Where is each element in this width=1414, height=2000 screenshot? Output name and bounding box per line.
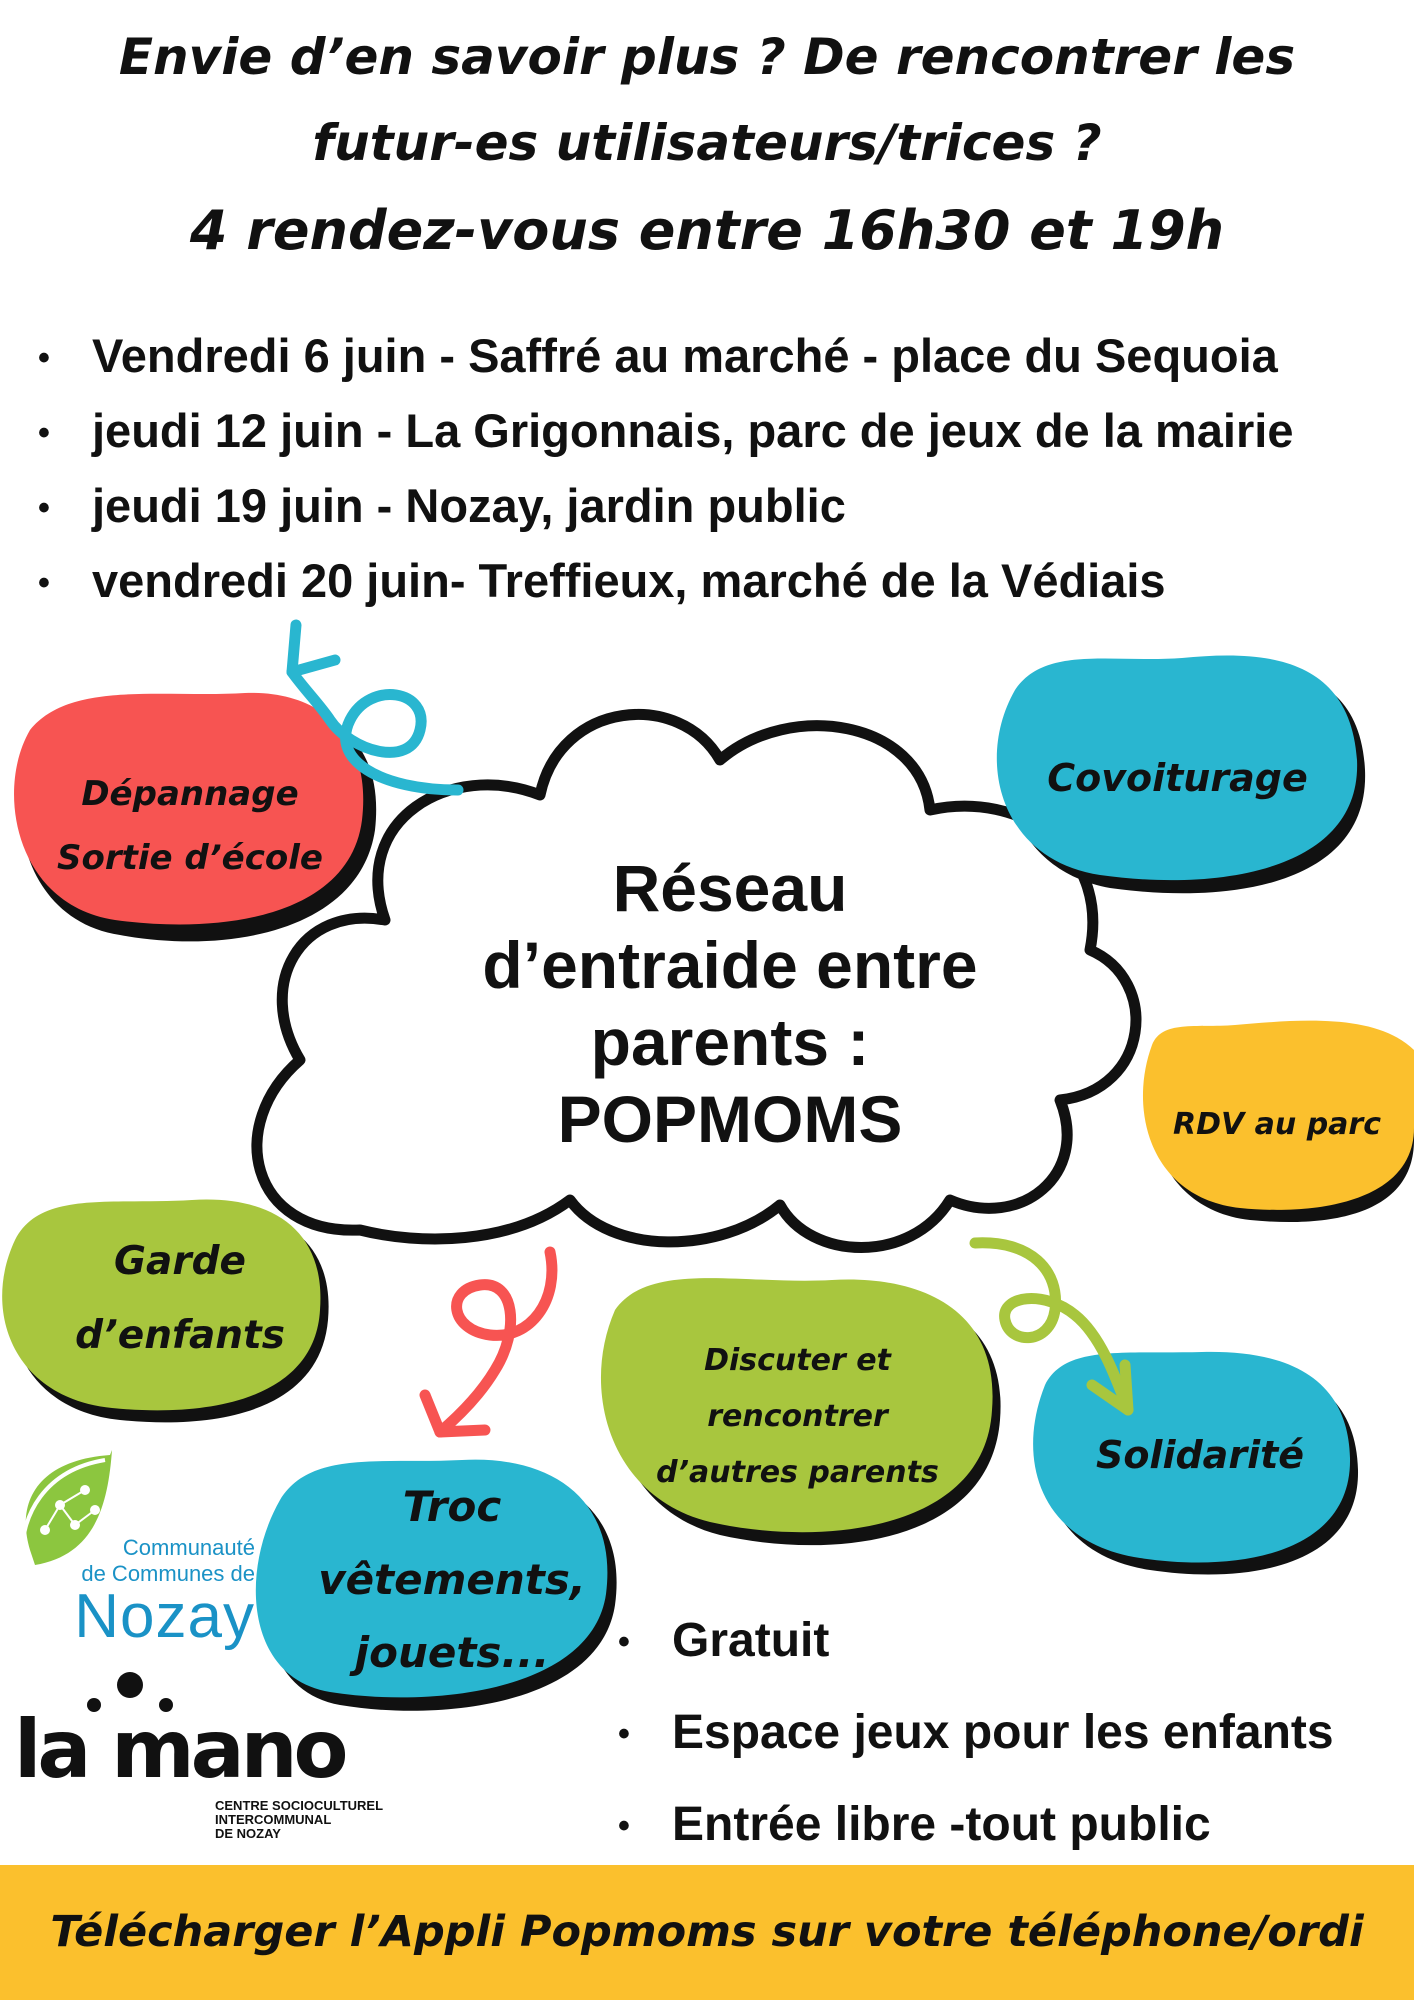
feature-item (618, 1595, 1334, 1687)
label-garde-line-2: d’enfants (75, 1313, 285, 1358)
label-discuter (605, 1333, 990, 1501)
header-line-2: futur-es utilisateurs/trices ? (312, 114, 1102, 172)
feature-item-text: Gratuit (672, 1614, 830, 1667)
footer-text: Télécharger l’Appli Popmoms sur votre téléphone/ordi (50, 1907, 1364, 1957)
schedule-item-text: jeudi 19 juin - Nozay, jardin public (92, 479, 846, 532)
lamano-subtitle-line-1: CENTRE SOCIOCULTUREL (215, 1798, 384, 1813)
curly-arrow-icon (425, 1252, 552, 1432)
footer-banner (0, 1865, 1414, 2000)
cloud-line-2: d’entraide entre (482, 928, 978, 1002)
label-troc (282, 1470, 622, 1689)
header-line-3: 4 rendez-vous entre 16h30 et 19h (189, 199, 1225, 262)
label-solidarite (1055, 1425, 1345, 1485)
bullet-icon: • (38, 339, 50, 377)
label-garde-line-1: Garde (114, 1239, 246, 1284)
label-rdv-line-1: RDV au parc (1172, 1107, 1381, 1142)
ccn-logo-line-2: de Communes de (81, 1561, 255, 1586)
schedule-item-text: Vendredi 6 juin - Saffré au marché - place du Sequoia (92, 329, 1278, 382)
label-discuter-line-1: Discuter et (704, 1343, 891, 1378)
cloud-title (400, 850, 1060, 1158)
label-solidarite-line-1: Solidarité (1095, 1433, 1305, 1477)
bullet-icon: • (618, 1715, 630, 1753)
label-troc-line-3: jouets... (354, 1628, 550, 1677)
bullet-icon: • (618, 1623, 630, 1661)
label-troc-line-2: vêtements, (318, 1555, 586, 1604)
label-depannage-line-1: Dépannage (81, 774, 299, 814)
header-line-1: Envie d’en savoir plus ? De rencontrer les (118, 28, 1296, 86)
schedule-item-text: jeudi 12 juin - La Grigonnais, parc de jeux de la mairie (92, 404, 1294, 457)
feature-item (618, 1687, 1334, 1779)
cloud-line-4: POPMOMS (557, 1082, 903, 1156)
lamano-logo: la mano (14, 1703, 345, 1796)
cloud-line-3: parents : (590, 1005, 870, 1079)
feature-item-text: Espace jeux pour les enfants (672, 1706, 1334, 1759)
feature-item (618, 1779, 1334, 1871)
ccn-logo-line-3: Nozay (74, 1582, 255, 1651)
label-depannage-line-2: Sortie d’école (57, 838, 323, 878)
label-garde (25, 1225, 335, 1373)
bullet-icon: • (38, 489, 50, 527)
bullet-icon: • (38, 414, 50, 452)
bullet-icon: • (618, 1807, 630, 1845)
ccn-logo-line-1: Communauté (122, 1535, 255, 1560)
bullet-icon: • (38, 564, 50, 602)
feature-item-text: Entrée libre -tout public (672, 1798, 1211, 1851)
label-troc-line-1: Troc (402, 1482, 502, 1531)
lamano-subtitle-line-2: INTERCOMMUNAL (215, 1812, 332, 1827)
cloud-line-1: Réseau (612, 851, 848, 925)
ccn-logo (55, 1535, 255, 1651)
label-covoiturage (1005, 748, 1350, 808)
label-discuter-line-2: rencontrer (707, 1399, 888, 1434)
label-depannage (20, 762, 360, 890)
schedule-item-text: vendredi 20 juin- Treffieux, marché de la Védiais (92, 554, 1166, 607)
label-discuter-line-3: d’autres parents (656, 1455, 939, 1490)
label-covoiturage-line-1: Covoiturage (1047, 756, 1308, 800)
lamano-subtitle (215, 1799, 383, 1841)
label-rdv (1140, 1098, 1414, 1152)
features-list (618, 1595, 1334, 1871)
lamano-subtitle-line-3: DE NOZAY (215, 1826, 281, 1841)
